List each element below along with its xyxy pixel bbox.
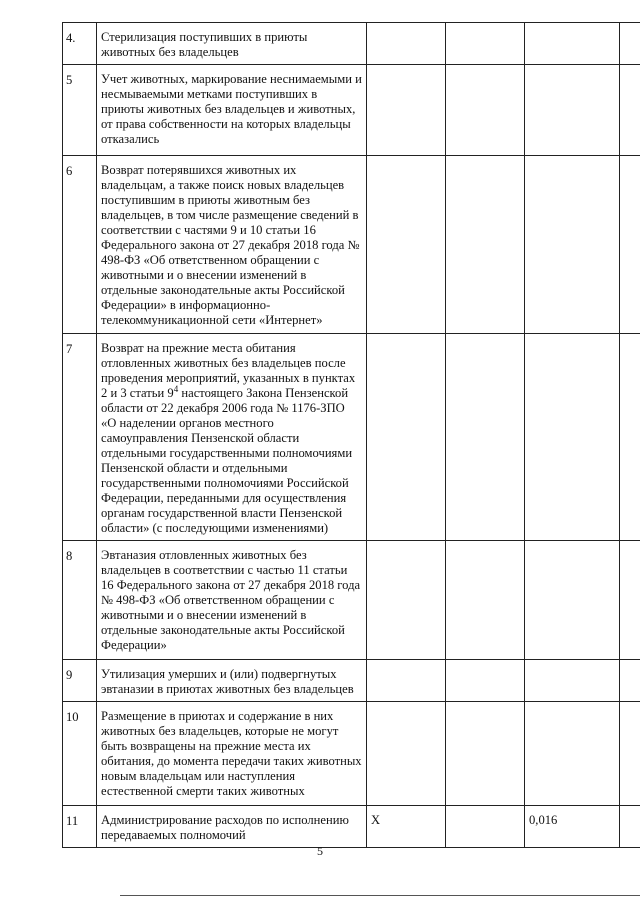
- row-description: Возврат потерявшихся животных их владельцам, а также поиск новых владельцев поступившим в приюты животным без владельцев, в том числе размещение сведений в соответствии с частями 9 и 10 статьи 16 Федерального закона от 27 декабря 2018 года № 498-ФЗ «Об ответственном обращении с животными и о внесении изменений в отдельные законодательные акты Российской Федерации» в информационно-телекоммуникационной сети «Интернет»: [97, 156, 367, 334]
- table-row: [63, 65, 640, 156]
- row-number: 8: [63, 541, 97, 660]
- row-cell: [367, 334, 446, 541]
- row-cell: [620, 334, 640, 541]
- row-cell: [525, 541, 620, 660]
- row-cell: [525, 65, 620, 156]
- row-description-part: настоящего Закона Пензенской области от 22 декабря 2006 года № 1176-ЗПО «О наделении органов местного самоуправления Пензенской области отдельными государственными полномочиями Пензенской области и отдельными государственными полномочиями Российской Федерации, переданными для осуществления органам государственной власти Пензенской области» (с последующими изменениями): [101, 386, 353, 535]
- row-cell: [446, 806, 525, 848]
- row-cell: [446, 156, 525, 334]
- row-description: Администрирование расходов по исполнению передаваемых полномочий: [97, 806, 367, 848]
- row-number: 5: [63, 65, 97, 156]
- row-cell: [367, 660, 446, 702]
- row-cell: [620, 702, 640, 806]
- row-cell: [446, 702, 525, 806]
- row-number: 11: [63, 806, 97, 848]
- row-cell: [367, 702, 446, 806]
- row-description: Утилизация умерших и (или) подвергнутых эвтаназии в приютах животных без владельцев: [97, 660, 367, 702]
- table-row: [63, 156, 640, 334]
- row-cell: [525, 702, 620, 806]
- row-cell: [367, 541, 446, 660]
- row-cell: [367, 156, 446, 334]
- row-cell: [525, 156, 620, 334]
- table-row: [63, 541, 640, 660]
- row-description: Эвтаназия отловленных животных без владельцев в соответствии с частью 11 статьи 16 Федерального закона от 27 декабря 2018 года № 498-ФЗ «Об ответственном обращении с животными и о внесении изменений в отдельные законодательные акты Российской Федерации»: [97, 541, 367, 660]
- row-cell: [620, 156, 640, 334]
- row-number: 7: [63, 334, 97, 541]
- row-cell: [446, 660, 525, 702]
- row-cell: [525, 23, 620, 65]
- row-description: Размещение в приютах и содержание в них животных без владельцев, которые не могут быть возвращены на прежние места их обитания, до момента передачи таких животных новым владельцам или наступления естественной смерти таких животных: [97, 702, 367, 806]
- row-description-part: Возврат на прежние места обитания отловленных животных без владельцев после проведения мероприятий, указанных в пунктах 2 и 3 статьи 9: [101, 341, 356, 400]
- row-cell: Х: [367, 806, 446, 848]
- row-description: Стерилизация поступивших в приюты животных без владельцев: [97, 23, 367, 65]
- row-cell: [367, 23, 446, 65]
- row-cell: [620, 806, 640, 848]
- row-cell: [620, 541, 640, 660]
- row-number: 4.: [63, 23, 97, 65]
- row-cell: [367, 65, 446, 156]
- row-cell: [620, 65, 640, 156]
- table-row: [63, 334, 640, 541]
- table-row: [63, 702, 640, 806]
- table-row: [63, 660, 640, 702]
- row-cell: 0,016: [525, 806, 620, 848]
- row-number: 9: [63, 660, 97, 702]
- row-number: 6: [63, 156, 97, 334]
- superscript: 4: [173, 383, 179, 394]
- row-cell: [620, 23, 640, 65]
- page-number: 5: [317, 844, 323, 858]
- scan-edge-line: [120, 895, 640, 896]
- row-description: [97, 334, 367, 541]
- powers-table: [62, 22, 640, 848]
- row-cell: [446, 23, 525, 65]
- row-cell: [446, 65, 525, 156]
- row-cell: [620, 660, 640, 702]
- row-cell: [446, 541, 525, 660]
- row-cell: [525, 660, 620, 702]
- table-row: [63, 23, 640, 65]
- row-description: Учет животных, маркирование неснимаемыми и несмываемыми метками поступивших в приюты животных без владельцев и животных, от права собственности на которых владельцы отказались: [97, 65, 367, 156]
- row-cell: [446, 334, 525, 541]
- row-cell: [525, 334, 620, 541]
- row-number: 10: [63, 702, 97, 806]
- table-row: [63, 806, 640, 848]
